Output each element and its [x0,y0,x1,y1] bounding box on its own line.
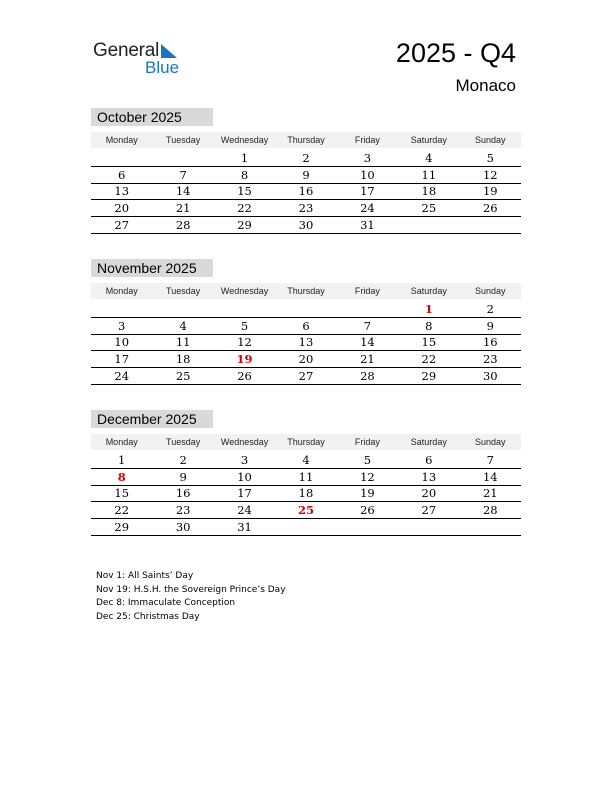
day-cell: 4 [398,150,459,166]
day-cell: 26 [337,502,398,519]
day-cell: 12 [337,468,398,485]
day-cell: 18 [275,485,336,502]
holiday-note: Nov 1: All Saints’ Day [96,571,194,581]
weekday-header: Sunday [460,132,521,148]
page-title: 2025 - Q4 [395,38,516,68]
empty-day-cell [91,301,152,317]
day-cell: 13 [398,468,459,485]
day-cell: 3 [214,452,275,468]
day-cell: 21 [337,351,398,368]
weekday-header: Tuesday [152,283,213,299]
day-cell: 7 [460,452,521,468]
empty-day-cell [152,150,213,166]
calendar-table [91,132,521,234]
day-cell: 24 [91,368,152,385]
day-cell: 2 [152,452,213,468]
day-cell: 1 [214,150,275,166]
day-cell: 17 [337,183,398,200]
day-cell: 10 [91,334,152,351]
day-cell: 23 [460,351,521,368]
weekday-header: Wednesday [214,132,275,148]
weekday-header: Friday [337,132,398,148]
day-cell: 10 [337,166,398,183]
weekday-header: Monday [91,434,152,450]
day-cell: 19 [214,351,275,368]
day-cell: 20 [398,485,459,502]
day-cell: 25 [398,200,459,217]
week-row [91,317,521,334]
day-cell: 15 [91,485,152,502]
week-row [91,351,521,368]
holiday-note: Dec 8: Immaculate Conception [96,598,236,608]
day-cell: 12 [460,166,521,183]
day-cell: 21 [460,485,521,502]
weekday-header: Sunday [460,283,521,299]
week-row [91,452,521,468]
day-cell: 30 [460,368,521,385]
day-cell: 17 [91,351,152,368]
day-cell: 25 [152,368,213,385]
day-cell: 5 [337,452,398,468]
logo-flag-icon [161,44,177,58]
month-november [91,259,521,385]
day-cell: 31 [337,217,398,234]
day-cell: 20 [91,200,152,217]
day-cell: 28 [460,502,521,519]
day-cell: 6 [398,452,459,468]
day-cell: 5 [460,150,521,166]
week-row [91,150,521,166]
month-grid [91,434,521,536]
empty-day-cell [398,519,459,536]
empty-day-cell [91,150,152,166]
day-cell: 9 [460,317,521,334]
day-cell: 8 [91,468,152,485]
day-cell: 26 [460,200,521,217]
day-cell: 23 [275,200,336,217]
day-cell: 4 [275,452,336,468]
day-cell: 26 [214,368,275,385]
week-row [91,200,521,217]
day-cell: 9 [152,468,213,485]
day-cell: 15 [214,183,275,200]
day-cell: 24 [337,200,398,217]
day-cell: 21 [152,200,213,217]
month-label: October 2025 [91,108,213,126]
day-cell: 25 [275,502,336,519]
day-cell: 24 [214,502,275,519]
empty-day-cell [275,519,336,536]
day-cell: 6 [91,166,152,183]
day-cell: 14 [337,334,398,351]
day-cell: 22 [214,200,275,217]
empty-day-cell [460,217,521,234]
weekday-header: Thursday [275,434,336,450]
day-cell: 9 [275,166,336,183]
day-cell: 1 [398,301,459,317]
day-cell: 16 [275,183,336,200]
weekday-header: Monday [91,132,152,148]
day-cell: 18 [152,351,213,368]
empty-day-cell [337,301,398,317]
day-cell: 17 [214,485,275,502]
weekday-header: Tuesday [152,132,213,148]
empty-day-cell [152,301,213,317]
day-cell: 7 [337,317,398,334]
month-december [91,410,521,536]
day-cell: 22 [398,351,459,368]
calendar-table [91,283,521,385]
day-cell: 30 [275,217,336,234]
day-cell: 2 [460,301,521,317]
weekday-header: Wednesday [214,434,275,450]
week-row [91,301,521,317]
month-grid [91,283,521,385]
month-october [91,108,521,234]
week-row [91,183,521,200]
day-cell: 27 [275,368,336,385]
weekday-header: Wednesday [214,283,275,299]
day-cell: 2 [275,150,336,166]
day-cell: 19 [460,183,521,200]
week-row [91,485,521,502]
weekday-header: Friday [337,283,398,299]
day-cell: 10 [214,468,275,485]
weekday-header: Saturday [398,283,459,299]
week-row [91,519,521,536]
holiday-note: Nov 19: H.S.H. the Sovereign Prince’s Day [96,584,286,595]
country-name: Monaco [455,76,516,95]
day-cell: 7 [152,166,213,183]
day-cell: 4 [152,317,213,334]
day-cell: 14 [460,468,521,485]
week-row [91,217,521,234]
day-cell: 13 [275,334,336,351]
day-cell: 27 [91,217,152,234]
day-cell: 11 [152,334,213,351]
day-cell: 18 [398,183,459,200]
day-cell: 28 [152,217,213,234]
day-cell: 14 [152,183,213,200]
day-cell: 5 [214,317,275,334]
day-cell: 29 [398,368,459,385]
day-cell: 13 [91,183,152,200]
empty-day-cell [337,519,398,536]
holiday-note: Dec 25: Christmas Day [96,611,200,622]
weekday-header: Sunday [460,434,521,450]
weekday-header: Saturday [398,434,459,450]
logo [93,40,203,80]
day-cell: 30 [152,519,213,536]
week-row [91,502,521,519]
day-cell: 29 [214,217,275,234]
day-cell: 3 [337,150,398,166]
day-cell: 11 [275,468,336,485]
week-row [91,334,521,351]
day-cell: 12 [214,334,275,351]
month-grid [91,132,521,234]
week-row [91,166,521,183]
day-cell: 16 [460,334,521,351]
day-cell: 6 [275,317,336,334]
weekday-header: Tuesday [152,434,213,450]
empty-day-cell [398,217,459,234]
weekday-header: Thursday [275,283,336,299]
week-row [91,368,521,385]
day-cell: 27 [398,502,459,519]
month-label: December 2025 [91,410,213,428]
day-cell: 1 [91,452,152,468]
day-cell: 8 [398,317,459,334]
day-cell: 28 [337,368,398,385]
day-cell: 19 [337,485,398,502]
day-cell: 23 [152,502,213,519]
month-label: November 2025 [91,259,213,277]
day-cell: 20 [275,351,336,368]
empty-day-cell [275,301,336,317]
day-cell: 29 [91,519,152,536]
day-cell: 8 [214,166,275,183]
empty-day-cell [460,519,521,536]
week-row [91,468,521,485]
weekday-header: Saturday [398,132,459,148]
day-cell: 16 [152,485,213,502]
weekday-header: Thursday [275,132,336,148]
day-cell: 3 [91,317,152,334]
logo-general-text: General [93,40,160,61]
day-cell: 15 [398,334,459,351]
logo-blue-text: Blue [145,58,180,77]
day-cell: 11 [398,166,459,183]
weekday-header: Monday [91,283,152,299]
day-cell: 31 [214,519,275,536]
empty-day-cell [214,301,275,317]
weekday-header: Friday [337,434,398,450]
holiday-notes [96,570,286,624]
calendar-table [91,434,521,536]
day-cell: 22 [91,502,152,519]
